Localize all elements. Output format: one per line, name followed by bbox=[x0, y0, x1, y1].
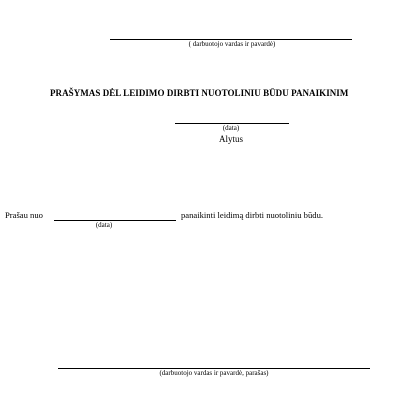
city-name: Alytus bbox=[218, 134, 244, 144]
request-suffix: panaikinti leidimą dirbti nuotoliniu būdu. bbox=[181, 210, 324, 220]
request-date-caption: (data) bbox=[95, 221, 113, 229]
request-prefix: Prašau nuo bbox=[5, 210, 43, 220]
employee-name-caption: ( darbuotojo vardas ir pavardė) bbox=[188, 40, 276, 48]
date-caption: (data) bbox=[222, 124, 240, 132]
signature-caption: (darbuotojo vardas ir pavardė, parašas) bbox=[159, 369, 269, 377]
document-title: PRAŠYMAS DĖL LEIDIMO DIRBTI NUOTOLINIU BŪDU PANAIKINIM bbox=[50, 88, 349, 98]
request-date-line bbox=[54, 220, 176, 221]
